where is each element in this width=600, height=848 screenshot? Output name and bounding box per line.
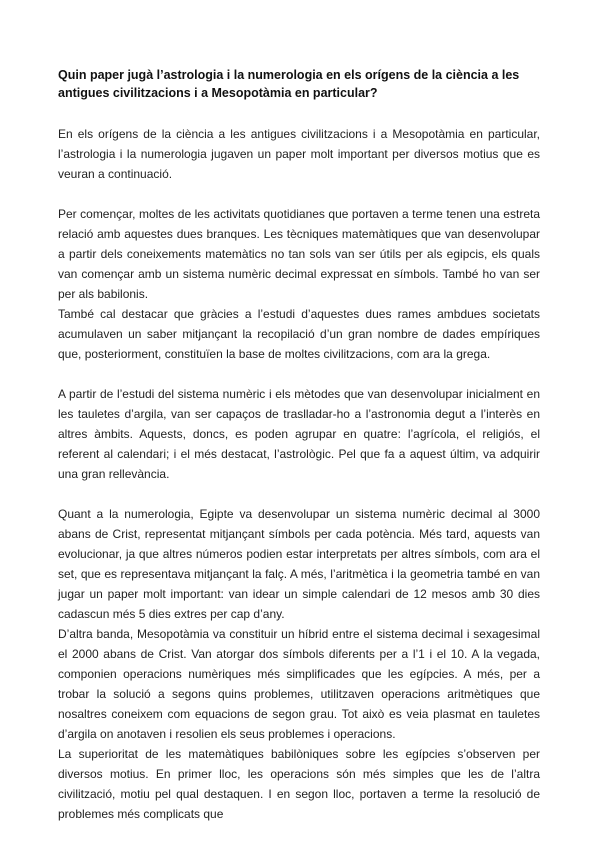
paragraph-empirical-knowledge: També cal destacar que gràcies a l’estudi d’aquestes dues rames ambdues societats acumulaven un saber mitjançant la recopilació d’un gran nombre de dades empíriques que, posteriorment, constituïen la base de moltes civilitzacions, com ara la grega. [58,307,540,361]
paragraph-mesopotamia: D’altra banda, Mesopotàmia va constituir un híbrid entre el sistema decimal i sexagesimal el 2000 abans de Crist. Van atorgar dos símbols diferents per a l’1 i el 10. A la vegada, componien operacions numèriques més simplificades que les egípcies. A més, per a trobar la solució a segons quins problemes, utilitzaven operacions aritmètiques que nosaltres coneixem com equacions de segon grau. Tot això es veia plasmat en tauletes d’argila on anotaven i resolien els seus problemes i operacions. [58,627,540,741]
paragraph-intro: En els orígens de la ciència a les antigues civilitzacions i a Mesopotàmia en particular, l’astrologia i la numerologia jugaven un paper molt important per diversos motius que es veuran a continuació. [58,127,540,181]
paragraph-daily-activities: Per començar, moltes de les activitats quotidianes que portaven a terme tenen una estreta relació amb aquestes dues branques. Les tècniques matemàtiques que van desenvolupar a partir dels coneixements matemàtics no tan sols van ser útils per als egipcis, els quals van començar amb un sistema numèric decimal expressat en símbols. També ho van ser per als babilonis. [58,207,540,301]
paragraph-astronomy: A partir de l’estudi del sistema numèric i els mètodes que van desenvolupar inicialment en les tauletes d’argila, van ser capaços de traslladar-ho a l’astronomia degut a l’interès en altres àmbits. Aquests, doncs, es poden agrupar en quatre: l’agrícola, el religiós, el referent al calendari; i el més destacat, l’astrològic. Pel que fa a aquest últim, va adquirir una gran rellevància. [58,387,540,481]
document-title: Quin paper jugà l’astrologia i la numerologia en els orígens de la ciència a les antigues civilitzacions i a Mesopotàmia en particular? [58,68,520,100]
paragraph-egypt-numerology: Quant a la numerologia, Egipte va desenvolupar un sistema numèric decimal al 3000 abans de Crist, representat mitjançant símbols per cada potència. Més tard, aquests van evolucionar, ja que altres números podien estar interpretats per altres símbols, com ara el set, que es representava mitjançant la falç. A més, l’aritmètica i la geometria també en van jugar un paper molt important: van idear un simple calendari de 12 mesos amb 30 dies cadascun més 5 dies extres per cap d’any. [58,507,540,621]
paragraph-babylonian-superiority: La superioritat de les matemàtiques babilòniques sobre les egípcies s’observen per diversos motius. En primer lloc, les operacions són més simples que les de l’altra civilització, motiu pel qual destaquen. I en segon lloc, portaven a terme la resolució de problemes més complicats que [58,747,540,821]
